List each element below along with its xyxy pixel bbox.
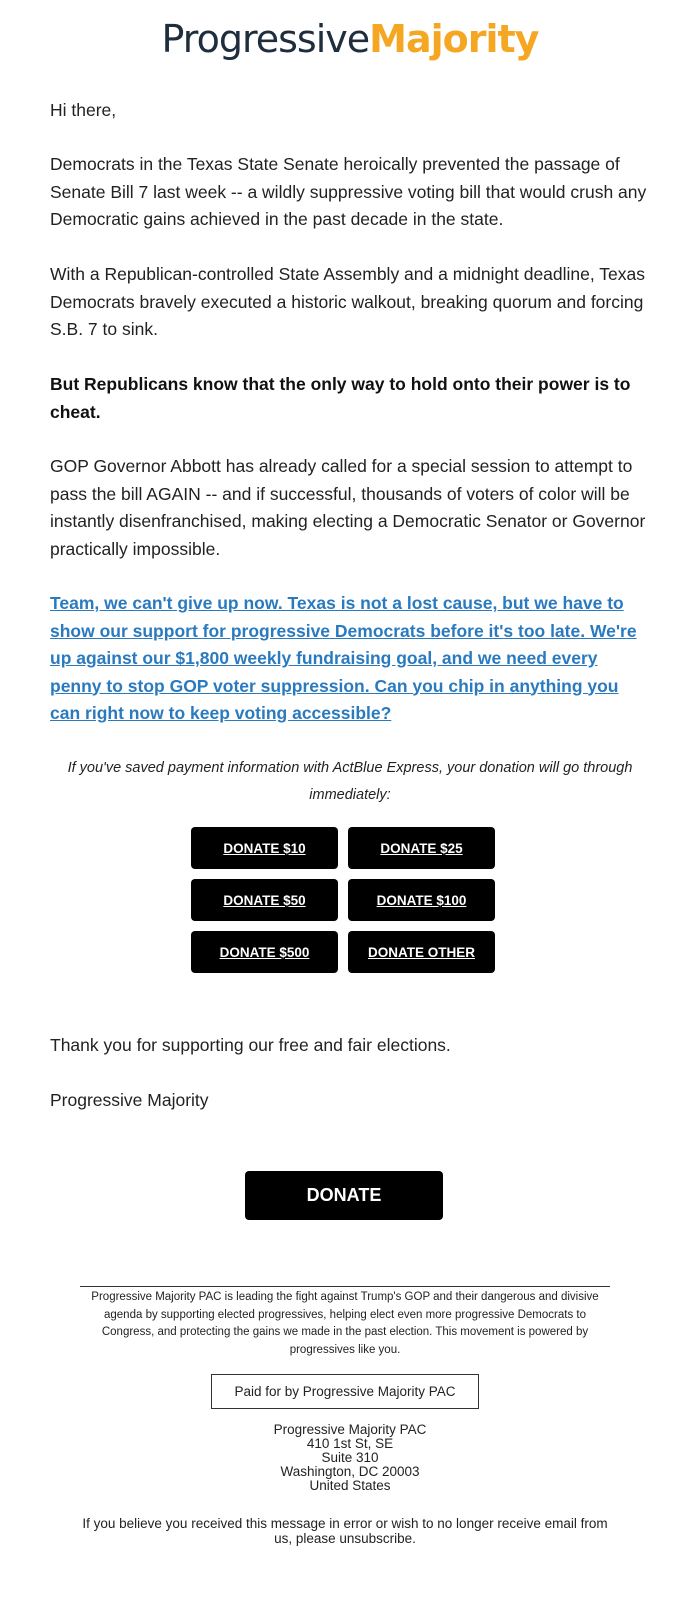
address-country: United States [309,1478,391,1493]
cta-donate-link[interactable]: Team, we can't give up now. Texas is not a lost cause, but we have to show our support for progressive Democrats before it's too late. We're up against our $1,800 weekly fundraising goal, and we need every penny to stop GOP voter suppression. Can you chip in anything you can right now to keep voting accessible? [50,593,637,723]
address-city: Washington, DC 20003 [280,1464,420,1479]
logo-text-progressive: Progressive [161,17,370,61]
paragraph-3: GOP Governor Abbott has already called for a special session to attempt to pass the bill AGAIN -- and if successful, thousands of voters of color will be instantly disenfranchised, making electing a Democratic Senator or Governor practically impossible. [50,456,646,559]
paragraph-1: Democrats in the Texas State Senate heroically prevented the passage of Senate Bill 7 last week -- a wildly suppressive voting bill that would crush any Democratic gains achieved in the past decade in the state. [50,154,647,229]
address-org: Progressive Majority PAC [273,1422,427,1437]
donate-50-button[interactable]: DONATE $50 [191,879,338,921]
donate-other-button[interactable]: DONATE OTHER [348,931,495,973]
actblue-note: If you've saved payment information with ActBlue Express, your donation will go through immediately: [67,760,633,803]
footer-description: Progressive Majority PAC is leading the fight against Trump's GOP and their dangerous and divisive agenda by supporting elected progressives, helping elect even more progressive Democrats to Congress, and protecting the gains we made in the past election. This movement is powered by progressives like you. [91,1291,599,1356]
closing-line: Thank you for supporting our free and fair elections. [50,1035,451,1055]
paragraph-bold: But Republicans know that the only way to hold onto their power is to cheat. [50,374,631,422]
greeting: Hi there, [50,100,117,120]
donate-500-button[interactable]: DONATE $500 [191,931,338,973]
paid-for-text: Paid for by Progressive Majority PAC [234,1384,456,1399]
donate-100-button[interactable]: DONATE $100 [348,879,495,921]
address-street: 410 1st St, SE [306,1436,394,1451]
unsubscribe-notice[interactable]: If you believe you received this message in error or wish to no longer receive email from us, please unsubscribe. [82,1516,608,1546]
paid-for-disclaimer [211,1374,479,1409]
address-suite: Suite 310 [321,1450,379,1465]
donate-10-button[interactable]: DONATE $10 [191,827,338,869]
logo-text-majority: Majority [369,17,539,61]
cta-paragraph [50,590,650,728]
footer-divider [80,1286,610,1287]
donate-25-button[interactable]: DONATE $25 [348,827,495,869]
signature: Progressive Majority [50,1090,209,1110]
paragraph-2: With a Republican-controlled State Assembly and a midnight deadline, Texas Democrats bravely executed a historic walkout, breaking quorum and forcing S.B. 7 to sink. [50,264,646,339]
main-donate-button[interactable]: DONATE [245,1171,443,1220]
logo [0,14,700,64]
mailing-address [0,1423,700,1493]
